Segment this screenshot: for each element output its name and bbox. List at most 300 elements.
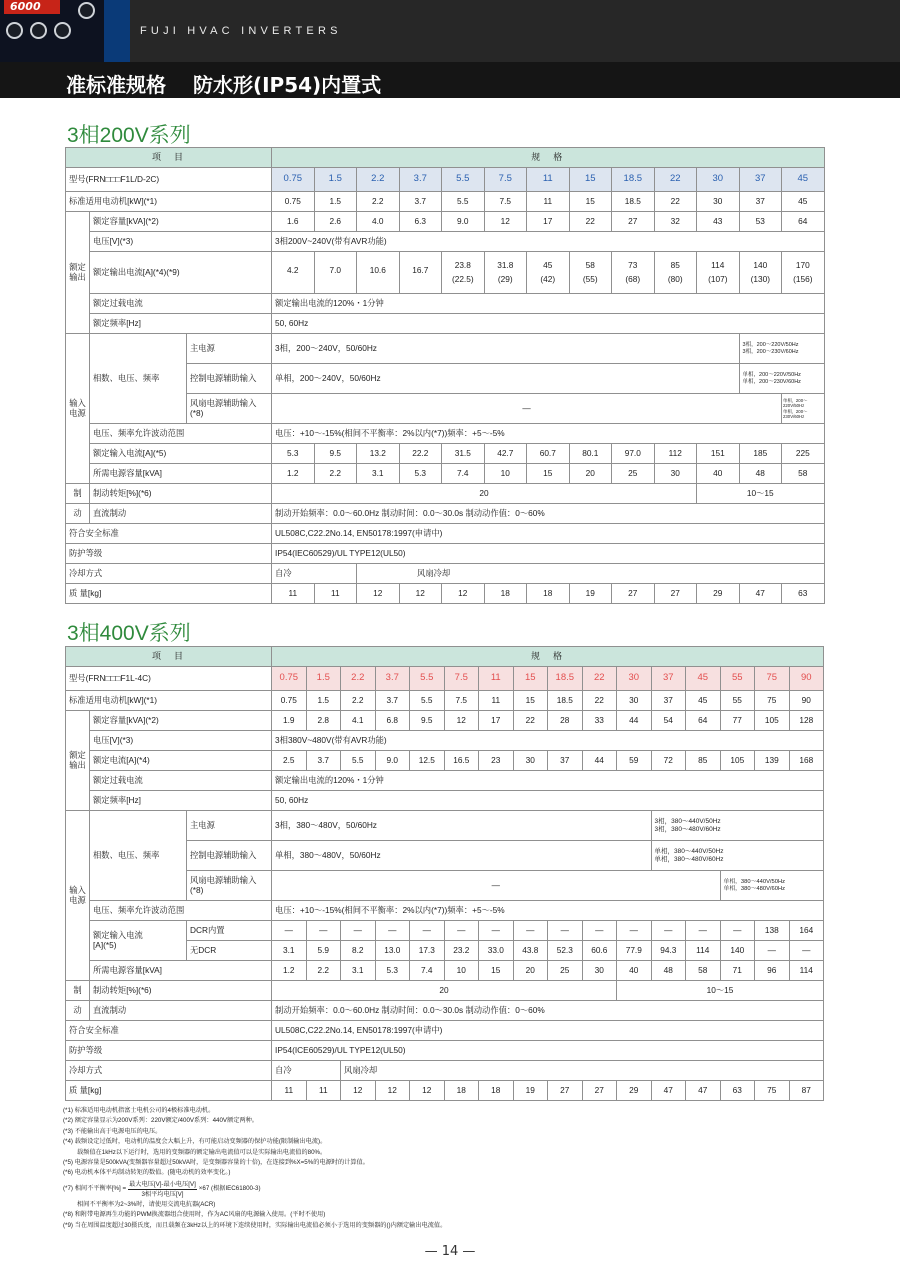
frequency-row xyxy=(66,314,825,334)
row-label: 制动转矩[%](*6) xyxy=(90,484,272,504)
overload-row xyxy=(66,294,825,314)
row-value: 风扇冷却 xyxy=(341,1061,824,1081)
data-cell: 7.4 xyxy=(410,961,445,981)
output-current-row xyxy=(66,252,825,294)
motor-row xyxy=(66,691,824,711)
footnote: (*5) 电源容量是500kVA(变频器容量超过50kVA时，是变频器容量的十倍)，在连接到%X=5%的电源时的计算值。 xyxy=(63,1159,369,1167)
data-cell: — xyxy=(651,921,686,941)
data-cell: 27 xyxy=(612,584,655,604)
led-display: 6000 xyxy=(4,0,60,14)
data-cell: 25 xyxy=(612,464,655,484)
data-cell: 58 xyxy=(782,464,825,484)
note-line: 单相，200～ xyxy=(783,408,808,414)
data-cell: 168 xyxy=(789,751,824,771)
row-value: UL508C,C22.2No.14, EN50178:1997(申请中) xyxy=(272,1021,824,1041)
note-line: 单相，380～440V/50Hz xyxy=(654,848,724,856)
data-cell xyxy=(357,252,400,294)
note-line: 单相，200～230V/60Hz xyxy=(742,378,801,385)
voltage-row xyxy=(66,731,824,751)
data-cell: 15 xyxy=(527,464,570,484)
row-value xyxy=(720,871,824,901)
row-label: 主电源 xyxy=(187,334,272,364)
capacity-row xyxy=(66,711,824,731)
data-cell: 0.75 xyxy=(272,192,315,212)
data-cell: 1.6 xyxy=(272,212,315,232)
data-cell: 20 xyxy=(569,464,612,484)
header-spec: 规 格 xyxy=(272,647,824,667)
data-cell: 45 xyxy=(686,667,721,691)
page-number: — 14 — xyxy=(424,1244,476,1259)
data-cell: 12 xyxy=(442,584,485,604)
data-cell: 13.2 xyxy=(357,444,400,464)
data-cell xyxy=(314,252,357,294)
cell-subvalue: (29) xyxy=(497,273,513,284)
data-cell: 40 xyxy=(697,464,740,484)
data-cell: 7.5 xyxy=(444,691,479,711)
row-label: 电压、频率允许波动范围 xyxy=(90,424,272,444)
data-cell: 9.5 xyxy=(410,711,445,731)
keypad-button-icon xyxy=(54,22,71,39)
data-cell: 22 xyxy=(654,168,697,192)
row-label: DCR内置 xyxy=(187,921,272,941)
data-cell: 151 xyxy=(697,444,740,464)
data-cell: 2.2 xyxy=(314,464,357,484)
row-label: 冷却方式 xyxy=(66,564,272,584)
note-line: 3相，200～230V/60Hz xyxy=(742,348,799,355)
data-cell: — xyxy=(272,921,307,941)
row-value xyxy=(782,394,825,424)
data-cell: 11 xyxy=(272,1081,307,1101)
data-cell: 3.7 xyxy=(399,168,442,192)
row-label: 额定过载电流 xyxy=(90,294,272,314)
data-cell: — xyxy=(410,921,445,941)
data-cell: 25 xyxy=(548,961,583,981)
note-line: 3相，200～220V/50Hz xyxy=(742,342,799,349)
brake-torque-row xyxy=(66,981,824,1001)
data-cell: 0.75 xyxy=(272,667,307,691)
data-cell: 30 xyxy=(617,667,652,691)
data-cell: 7.5 xyxy=(444,667,479,691)
row-label: 直流制动 xyxy=(90,504,272,524)
data-cell: 30 xyxy=(582,961,617,981)
row-label: 额定频率[Hz] xyxy=(90,314,272,334)
row-label: 直流制动 xyxy=(90,1001,272,1021)
data-cell: 23 xyxy=(479,751,514,771)
data-cell: — xyxy=(444,921,479,941)
header-item: 项 目 xyxy=(66,148,272,168)
data-cell: 29 xyxy=(697,584,740,604)
data-cell: 1.2 xyxy=(272,961,307,981)
row-label: 制动转矩[%](*6) xyxy=(90,981,272,1001)
cell-value: 10.6 xyxy=(369,264,386,275)
cell-value: 23.8 xyxy=(454,259,471,270)
data-cell: 43.8 xyxy=(513,941,548,961)
tolerance-row xyxy=(66,901,824,921)
table-header-row xyxy=(66,647,824,667)
page-title: 准标准规格 防水形(IP54)内置式 xyxy=(66,73,382,97)
category-brake: 动 xyxy=(66,504,90,524)
cell-subvalue: (55) xyxy=(582,273,598,284)
data-cell: 22 xyxy=(513,711,548,731)
row-value: 20 xyxy=(272,981,617,1001)
tolerance-row xyxy=(66,424,825,444)
data-cell: 27 xyxy=(612,212,655,232)
row-label: 符合安全标准 xyxy=(66,524,272,544)
row-label: 风扇电源辅助输入(*8) xyxy=(187,394,272,424)
cell-value: 140 xyxy=(753,259,768,270)
label-line: 额定输入电流 xyxy=(93,929,143,940)
data-cell: 12 xyxy=(341,1081,376,1101)
data-cell: 225 xyxy=(782,444,825,464)
data-cell: 5.9 xyxy=(306,941,341,961)
row-value xyxy=(651,841,824,871)
data-cell: 15 xyxy=(513,691,548,711)
row-value: — xyxy=(272,871,721,901)
safety-row xyxy=(66,524,825,544)
data-cell: — xyxy=(686,921,721,941)
motor-row xyxy=(66,192,825,212)
footnote: (*9) 当在周围温度超过30摄氏度，而且载频在3kHz以上的环境下连续使用时，实际输出电流值必须小于选用的变频器的()内额定输出电流值。 xyxy=(63,1221,447,1229)
data-cell xyxy=(697,252,740,294)
row-label: 额定频率[Hz] xyxy=(90,791,272,811)
data-cell: 47 xyxy=(686,1081,721,1101)
footnote: 相间不平衡率为2~3%时，请使用交流电抗器(ACR) xyxy=(77,1200,216,1208)
data-cell: 18 xyxy=(527,584,570,604)
row-label: 质 量[kg] xyxy=(66,1081,272,1101)
dcr-current-row xyxy=(66,921,824,941)
row-value: IP54(ICE60529)/UL TYPE12(UL50) xyxy=(272,1041,824,1061)
row-label: 风扇电源辅助输入(*8) xyxy=(187,871,272,901)
footnote-formula xyxy=(63,1179,863,1200)
header-spec: 规 格 xyxy=(272,148,825,168)
data-cell: 37 xyxy=(651,691,686,711)
data-cell: 3.1 xyxy=(341,961,376,981)
category-rated-output: 额定输出 xyxy=(66,212,90,334)
note-line: 230V/60Hz xyxy=(783,413,805,419)
row-label: 额定电流[A](*4) xyxy=(90,751,272,771)
data-cell xyxy=(782,252,825,294)
footnote: (*6) 电动机本体平均制动转矩的数值。(随电动机的效率变化。) xyxy=(63,1169,231,1177)
power-capacity-row xyxy=(66,961,824,981)
data-cell: 18 xyxy=(484,584,527,604)
data-cell: — xyxy=(513,921,548,941)
data-cell: 77 xyxy=(720,711,755,731)
data-cell: 60.7 xyxy=(527,444,570,464)
data-cell: 72 xyxy=(651,751,686,771)
row-value: — xyxy=(272,394,782,424)
data-cell: 11 xyxy=(314,584,357,604)
data-cell: 97.0 xyxy=(612,444,655,464)
section-title-200v: 3相200V系列 xyxy=(67,124,191,147)
data-cell: 11 xyxy=(527,168,570,192)
data-cell: 5.3 xyxy=(375,961,410,981)
data-cell: 18.5 xyxy=(548,691,583,711)
data-cell: 12 xyxy=(444,711,479,731)
cell-subvalue: (80) xyxy=(667,273,683,284)
page-header xyxy=(0,0,900,62)
row-label: 符合安全标准 xyxy=(66,1021,272,1041)
data-cell: 18.5 xyxy=(612,192,655,212)
data-cell: 105 xyxy=(755,711,790,731)
data-cell: 2.5 xyxy=(272,751,307,771)
main-power-row xyxy=(66,334,825,364)
data-cell: 5.3 xyxy=(399,464,442,484)
footnote: (*8) 和附带电源再生功能的PWM换流器组合使用时，作为AC风扇的电源输入使用。(平时不使用) xyxy=(63,1211,326,1219)
formula-lead: (*7) 相间不平衡率[%] = xyxy=(63,1185,127,1193)
data-cell: 60.6 xyxy=(582,941,617,961)
row-label: 电压、频率允许波动范围 xyxy=(90,901,272,921)
data-cell: 10 xyxy=(444,961,479,981)
section-title-400v: 3相400V系列 xyxy=(67,622,191,645)
data-cell xyxy=(739,252,782,294)
data-cell: 1.5 xyxy=(306,667,341,691)
data-cell: 164 xyxy=(789,921,824,941)
row-label: 控制电源辅助输入 xyxy=(187,364,272,394)
cell-subvalue: (68) xyxy=(625,273,641,284)
data-cell: 30 xyxy=(617,691,652,711)
category-input-power: 输入电源 xyxy=(66,334,90,484)
data-cell: 1.9 xyxy=(272,711,307,731)
data-cell: 3.7 xyxy=(306,751,341,771)
data-cell: 85 xyxy=(686,751,721,771)
row-value: 额定输出电流的120%・1分钟 xyxy=(272,294,825,314)
data-cell: — xyxy=(582,921,617,941)
data-cell: 18 xyxy=(479,1081,514,1101)
row-value: IP54(IEC60529)/UL TYPE12(UL50) xyxy=(272,544,825,564)
data-cell: 48 xyxy=(739,464,782,484)
data-cell: 43 xyxy=(697,212,740,232)
data-cell xyxy=(484,252,527,294)
data-cell: 55 xyxy=(720,667,755,691)
safety-row xyxy=(66,1021,824,1041)
data-cell: 58 xyxy=(686,961,721,981)
row-value xyxy=(739,334,824,364)
data-cell: — xyxy=(617,921,652,941)
capacity-row xyxy=(66,212,825,232)
formula-fraction xyxy=(128,1180,197,1199)
data-cell: 0.75 xyxy=(272,168,315,192)
row-label: 标准适用电动机[kW](*1) xyxy=(66,691,272,711)
data-cell: 2.2 xyxy=(341,667,376,691)
data-cell: 37 xyxy=(651,667,686,691)
data-cell: 9.0 xyxy=(375,751,410,771)
data-cell: 54 xyxy=(651,711,686,731)
row-label: 额定容量[kVA](*2) xyxy=(90,711,272,731)
data-cell: 37 xyxy=(548,751,583,771)
data-cell: 90 xyxy=(789,667,824,691)
data-cell: 112 xyxy=(654,444,697,464)
data-cell: 128 xyxy=(789,711,824,731)
main-power-row xyxy=(66,811,824,841)
data-cell: 55 xyxy=(720,691,755,711)
row-label: 标准适用电动机[kW](*1) xyxy=(66,192,272,212)
data-cell: 1.5 xyxy=(314,192,357,212)
keypad-button-icon xyxy=(30,22,47,39)
data-cell: 30 xyxy=(513,751,548,771)
data-cell: 12 xyxy=(484,212,527,232)
model-row xyxy=(66,667,824,691)
data-cell xyxy=(399,252,442,294)
cell-value: 114 xyxy=(711,259,725,270)
data-cell: 44 xyxy=(617,711,652,731)
row-value: 3相380V~480V(带有AVR功能) xyxy=(272,731,824,751)
data-cell: 23.2 xyxy=(444,941,479,961)
row-value: 3相，200～240V，50/60Hz xyxy=(272,334,740,364)
cell-subvalue: (107) xyxy=(708,273,728,284)
data-cell: — xyxy=(375,921,410,941)
row-label: 型号(FRN□□□F1L/D-2C) xyxy=(66,168,272,192)
data-cell: 6.8 xyxy=(375,711,410,731)
data-cell: 16.5 xyxy=(444,751,479,771)
data-cell: 63 xyxy=(782,584,825,604)
data-cell: 140 xyxy=(720,941,755,961)
data-cell: 5.5 xyxy=(442,168,485,192)
data-cell: 22 xyxy=(582,667,617,691)
data-cell: 3.1 xyxy=(357,464,400,484)
data-cell: 59 xyxy=(617,751,652,771)
cell-value: 58 xyxy=(585,259,595,270)
data-cell: — xyxy=(479,921,514,941)
data-cell: 31.5 xyxy=(442,444,485,464)
row-label: 型号(FRN□□□F1L-4C) xyxy=(66,667,272,691)
data-cell: — xyxy=(755,941,790,961)
note-line: 单相，200～ xyxy=(783,397,808,403)
row-label: 质 量[kg] xyxy=(66,584,272,604)
model-row xyxy=(66,168,825,192)
data-cell xyxy=(612,252,655,294)
note-line: 单相，380～440V/50Hz xyxy=(723,878,786,885)
overload-row xyxy=(66,771,824,791)
keypad-button-icon xyxy=(78,2,95,19)
data-cell: 9.0 xyxy=(442,212,485,232)
data-cell xyxy=(272,252,315,294)
category-input-power: 输入电源 xyxy=(66,811,90,981)
data-cell: 4.0 xyxy=(357,212,400,232)
data-cell: 5.5 xyxy=(410,691,445,711)
row-value xyxy=(651,811,824,841)
formula-numerator: 最大电压[V]-最小电压[V] xyxy=(129,1180,196,1188)
row-value: 风扇冷却 xyxy=(357,564,825,584)
row-value xyxy=(739,364,824,394)
note-line: 220V/50Hz xyxy=(783,403,805,409)
row-label: 额定容量[kVA](*2) xyxy=(90,212,272,232)
data-cell: 80.1 xyxy=(569,444,612,464)
data-cell: 75 xyxy=(755,667,790,691)
note-line: 3相，380～480V/60Hz xyxy=(654,825,721,833)
data-cell: 22 xyxy=(582,691,617,711)
mass-row xyxy=(66,1081,824,1101)
data-cell: 11 xyxy=(306,1081,341,1101)
data-cell: 44 xyxy=(582,751,617,771)
data-cell: 28 xyxy=(548,711,583,731)
power-capacity-row xyxy=(66,464,825,484)
protection-row xyxy=(66,1041,824,1061)
data-cell: 18.5 xyxy=(612,168,655,192)
cell-subvalue: (42) xyxy=(540,273,556,284)
row-value: 3相200V~240V(带有AVR功能) xyxy=(272,232,825,252)
cell-value: 7.0 xyxy=(329,264,342,275)
footnote: (*2) 额定容量显示为200V系列：220V额定/400V系列：440V额定两种。 xyxy=(63,1117,258,1125)
data-cell: — xyxy=(341,921,376,941)
row-value: 制动开始频率：0.0～60.0Hz 制动时间：0.0～30.0s 制动动作值：0～60% xyxy=(272,1001,824,1021)
protection-row xyxy=(66,544,825,564)
cell-value: 85 xyxy=(670,259,680,270)
data-cell: 105 xyxy=(720,751,755,771)
row-value: 制动开始频率：0.0～60.0Hz 制动时间：0.0～30.0s 制动动作值：0～60% xyxy=(272,504,825,524)
data-cell: 94.3 xyxy=(651,941,686,961)
note-line: 3相，380～440V/50Hz xyxy=(654,818,721,826)
data-cell: 27 xyxy=(654,584,697,604)
row-label: 无DCR xyxy=(187,941,272,961)
row-value: 3相，380～480V，50/60Hz xyxy=(272,811,652,841)
mass-row xyxy=(66,584,825,604)
row-label: 冷却方式 xyxy=(66,1061,272,1081)
row-value: 自冷 xyxy=(272,564,357,584)
data-cell: 1.2 xyxy=(272,464,315,484)
row-value: 单相，200～240V，50/60Hz xyxy=(272,364,740,394)
data-cell: 30 xyxy=(654,464,697,484)
data-cell: 8.2 xyxy=(341,941,376,961)
data-cell: 37 xyxy=(739,192,782,212)
data-cell: 47 xyxy=(651,1081,686,1101)
data-cell: 12 xyxy=(410,1081,445,1101)
data-cell: 22 xyxy=(569,212,612,232)
row-label: 额定过载电流 xyxy=(90,771,272,791)
data-cell: 139 xyxy=(755,751,790,771)
cell-value: 45 xyxy=(543,259,553,270)
input-current-row xyxy=(66,444,825,464)
keypad-button-icon xyxy=(6,22,23,39)
data-cell: 18 xyxy=(444,1081,479,1101)
row-label: 电压[V](*3) xyxy=(90,731,272,751)
row-value: 10～15 xyxy=(697,484,825,504)
data-cell: 7.5 xyxy=(484,168,527,192)
row-label: 相数、电压、频率 xyxy=(90,334,187,424)
frequency-row xyxy=(66,791,824,811)
cell-value: 4.2 xyxy=(287,264,299,275)
data-cell xyxy=(654,252,697,294)
data-cell: 27 xyxy=(582,1081,617,1101)
formula-denominator: 3相平均电压[V] xyxy=(141,1190,184,1198)
data-cell: 15 xyxy=(513,667,548,691)
data-cell: 22.2 xyxy=(399,444,442,464)
data-cell: 12 xyxy=(357,584,400,604)
data-cell: 4.1 xyxy=(341,711,376,731)
footnote: (*1) 标准适用电动机指富士电机公司的4极标准电动机。 xyxy=(63,1107,215,1114)
data-cell: 87 xyxy=(789,1081,824,1101)
data-cell: 185 xyxy=(739,444,782,464)
data-cell: 2.2 xyxy=(306,961,341,981)
data-cell: — xyxy=(720,921,755,941)
header-item: 项 目 xyxy=(66,647,272,667)
data-cell: 2.2 xyxy=(357,168,400,192)
row-value: 50, 60Hz xyxy=(272,791,824,811)
inverter-keypad-image xyxy=(0,0,130,62)
data-cell: 9.5 xyxy=(314,444,357,464)
data-cell: 29 xyxy=(617,1081,652,1101)
cell-subvalue: (22.5) xyxy=(451,273,474,284)
row-value: 电压：+10～-15%(相间不平衡率：2%以内(*7))频率：+5～-5% xyxy=(272,424,825,444)
data-cell: 77.9 xyxy=(617,941,652,961)
data-cell: 2.2 xyxy=(341,691,376,711)
data-cell: 11 xyxy=(479,691,514,711)
row-value: 单相，380～480V，50/60Hz xyxy=(272,841,652,871)
data-cell: 5.5 xyxy=(410,667,445,691)
brand-text: FUJI HVAC INVERTERS xyxy=(140,25,342,37)
cell-subvalue: (156) xyxy=(793,273,813,284)
data-cell: 33 xyxy=(582,711,617,731)
device-cover xyxy=(104,0,130,62)
